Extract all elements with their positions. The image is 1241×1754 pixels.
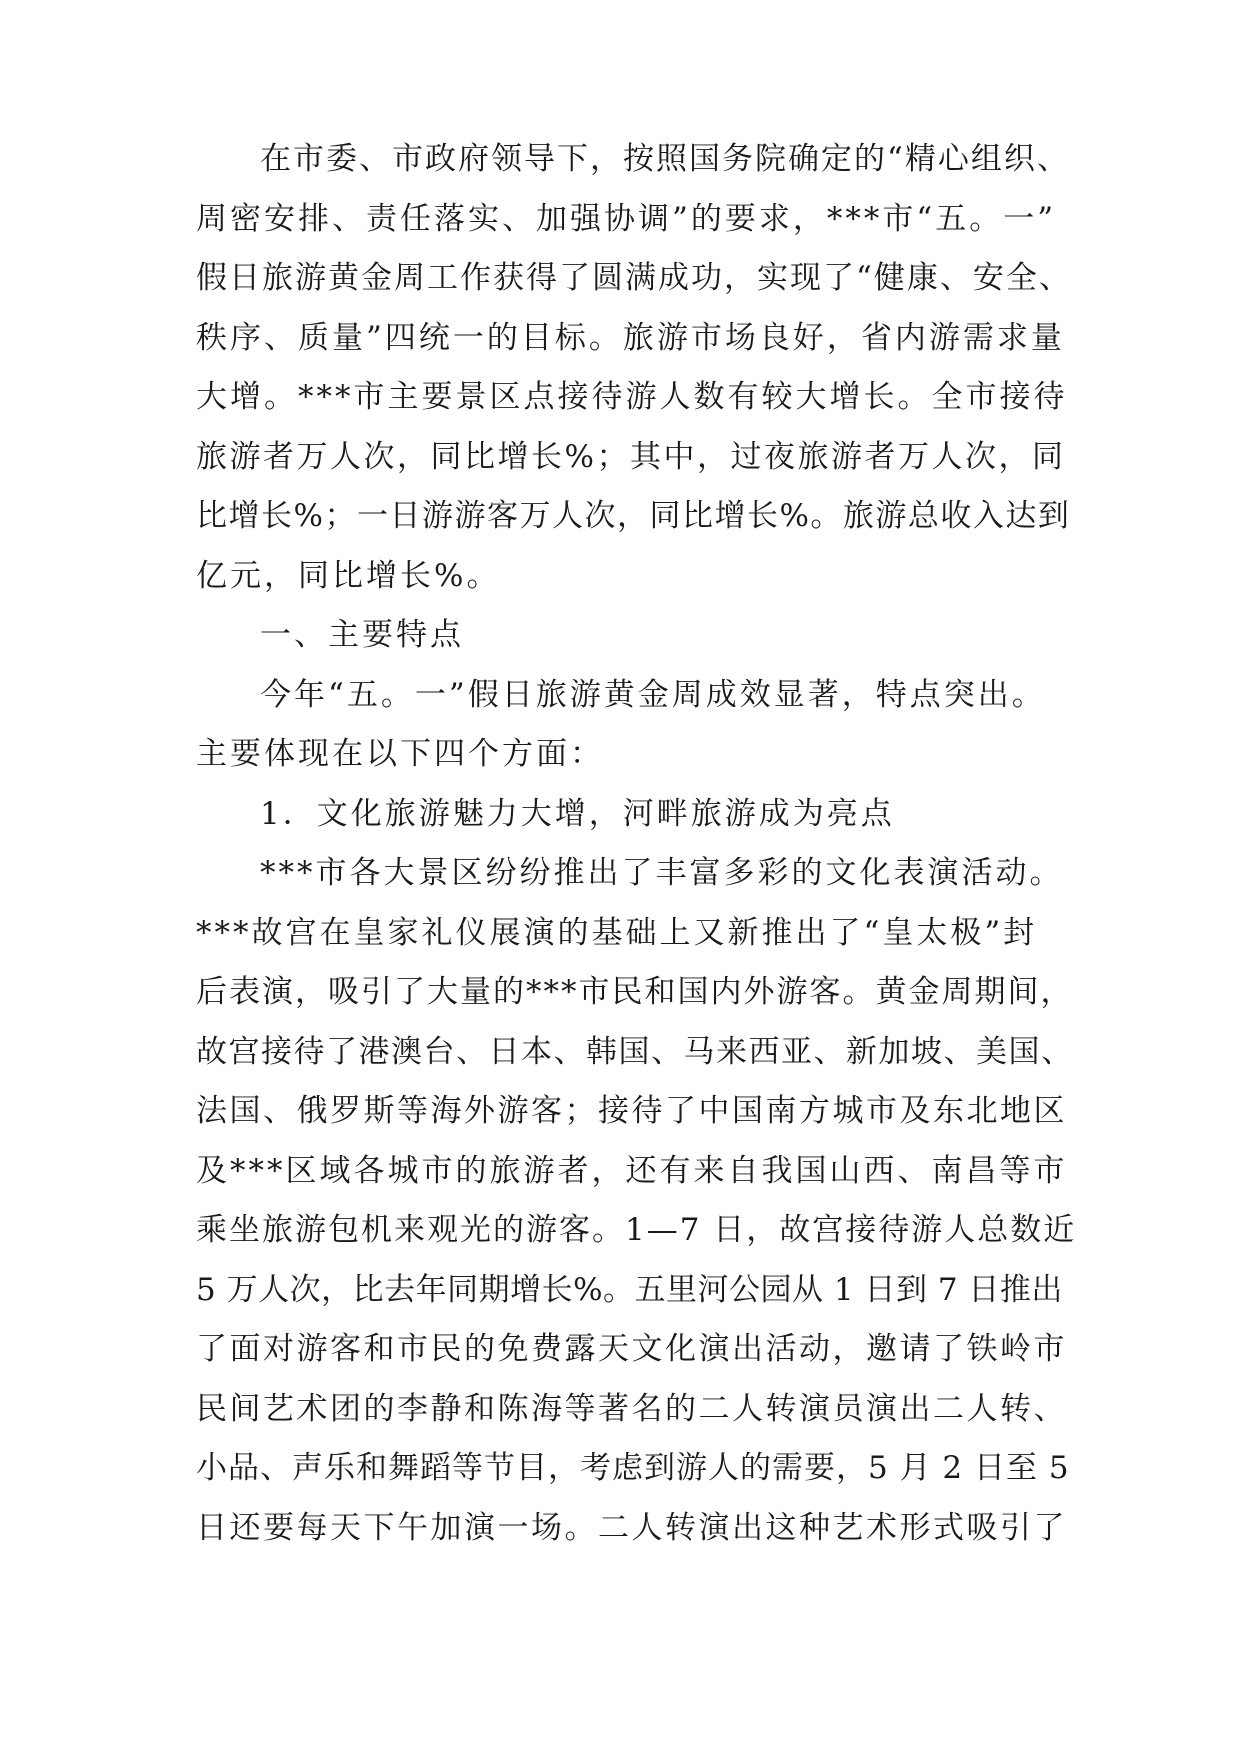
text-line: 主要体现在以下四个方面： [196, 736, 604, 772]
text-line: 秩序、质量”四统一的目标。旅游市场良好，省内游需求量 [196, 319, 1065, 356]
text-line: 周密安排、责任落实、加强协调”的要求，***市“五。一” [196, 200, 1057, 237]
text-line: 故宫接待了港澳台、日本、韩国、马来西亚、新加坡、美国、 [196, 1033, 1074, 1070]
subsection-heading: 1．文化旅游魅力大增，河畔旅游成为亮点 [260, 795, 895, 832]
text-line: 5 万人次，比去年同期增长%。五里河公园从 1 日到 7 日推出 [196, 1271, 1063, 1308]
text-line: 法国、俄罗斯等海外游客；接待了中国南方城市及东北地区 [196, 1093, 1067, 1129]
text-line: 今年“五。一”假日旅游黄金周成效显著，特点突出。 [260, 676, 1046, 713]
text-line: 后表演，吸引了大量的***市民和国内外游客。黄金周期间， [196, 974, 1074, 1010]
text-line: 比增长%；一日游游客万人次，同比增长%。旅游总收入达到 [196, 498, 1071, 534]
text-line: 民间艺术团的李静和陈海等著名的二人转演员演出二人转、 [196, 1390, 1067, 1427]
section-heading: 一、主要特点 [260, 617, 464, 653]
text-line: 了面对游客和市民的免费露天文化演出活动，邀请了铁岭市 [196, 1331, 1067, 1367]
text-line: 在市委、市政府领导下，按照国务院确定的“精心组织、 [260, 141, 1070, 177]
text-line: 大增。***市主要景区点接待游人数有较大增长。全市接待 [196, 379, 1068, 415]
text-line: ***故宫在皇家礼仪展演的基础上又新推出了“皇太极”封 [196, 914, 1038, 951]
text-line: 小品、声乐和舞蹈等节目，考虑到游人的需要，5 月 2 日至 5 [196, 1450, 1070, 1486]
text-line: 乘坐旅游包机来观光的游客。1—7 日，故宫接待游人总数近 [196, 1212, 1077, 1248]
text-line: 及***区域各城市的旅游者，还有来自我国山西、南昌等市 [196, 1152, 1068, 1189]
document-body [196, 130, 1076, 1558]
text-line: 亿元，同比增长%。 [196, 557, 501, 594]
text-line: 旅游者万人次，同比增长%；其中，过夜旅游者万人次，同 [196, 438, 1066, 475]
text-line: 假日旅游黄金周工作获得了圆满成功，实现了“健康、安全、 [196, 260, 1072, 296]
text-line: ***市各大景区纷纷推出了丰富多彩的文化表演活动。 [260, 855, 1064, 891]
text-line: 日还要每天下午加演一场。二人转演出这种艺术形式吸引了 [196, 1509, 1067, 1546]
